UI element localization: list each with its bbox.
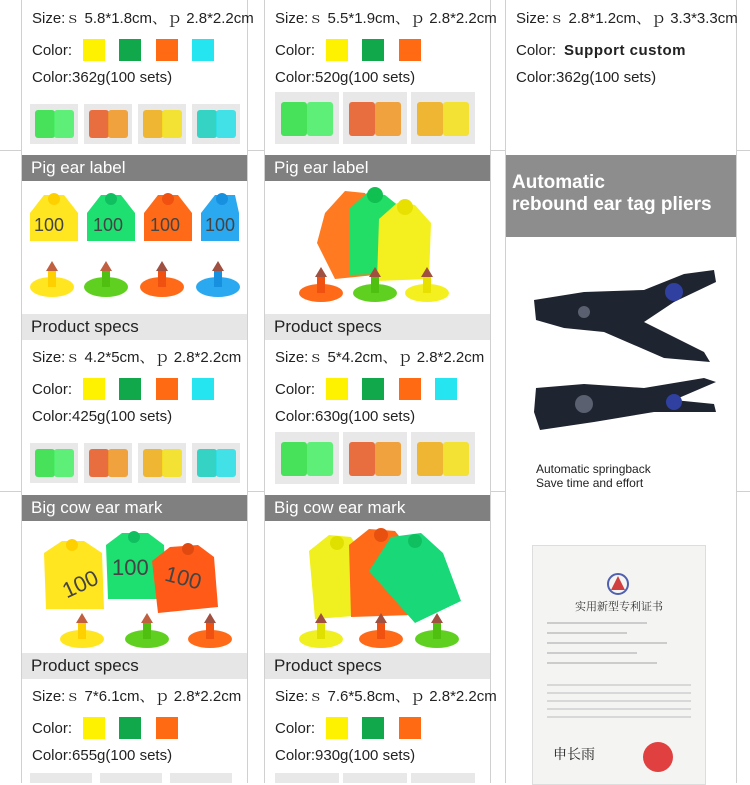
color-swatch-yellow <box>83 378 105 400</box>
color-swatch-green <box>362 378 384 400</box>
tag-number: 100 <box>112 555 149 580</box>
product-photo-orange <box>84 443 132 483</box>
product-photo-orange <box>343 432 407 484</box>
color-label: Color: <box>32 720 73 737</box>
color-label: Color: <box>32 381 73 398</box>
product-photo-green <box>275 92 339 144</box>
size-text: Size:ｓ 7.6*5.8cm、ｐ 2.8*2.2cm <box>275 688 497 705</box>
certificate-line <box>547 700 691 702</box>
certificate-line <box>547 652 637 654</box>
product-photo-green <box>275 773 339 783</box>
product-photo-orange <box>343 773 407 783</box>
size-text: Size:ｓ 5*4.2cm、ｐ 2.8*2.2cm <box>275 349 485 366</box>
product-photo-yellow <box>411 92 475 144</box>
pliers-title-line2: rebound ear tag pliers <box>512 194 712 215</box>
section-header: Pig ear label <box>265 155 490 181</box>
product-specs-title: Product specs <box>265 314 490 340</box>
color-label: Color: <box>275 381 316 398</box>
weight-text: Color:630g(100 sets) <box>275 408 416 425</box>
section-header: Pig ear label <box>22 155 247 181</box>
product-photo-yellow <box>170 773 232 783</box>
product-specs-title: Product specs <box>22 314 247 340</box>
product-photo-green <box>275 432 339 484</box>
product-photo-cyan <box>192 443 240 483</box>
product-photo-orange <box>100 773 162 783</box>
product-photo-green <box>30 773 92 783</box>
certificate-title: 实用新型专利证书 <box>575 600 663 613</box>
color-swatch-cyan <box>435 378 457 400</box>
certificate-line <box>547 692 691 694</box>
color-swatch-yellow <box>326 717 348 739</box>
section-header: Big cow ear mark <box>22 495 247 521</box>
color-swatch-orange <box>399 39 421 61</box>
product-column-3 <box>505 0 737 783</box>
size-text: Size:ｓ 5.5*1.9cm、ｐ 2.8*2.2cm <box>275 10 497 27</box>
certificate-line <box>547 632 627 634</box>
product-photo-orange <box>343 92 407 144</box>
weight-text: Color:655g(100 sets) <box>32 747 173 764</box>
section-header: Big cow ear mark <box>265 495 490 521</box>
certificate-line <box>547 716 691 718</box>
tag-number: 100 <box>58 564 103 604</box>
certificate-line <box>547 662 657 664</box>
weight-text: Color:520g(100 sets) <box>275 69 416 86</box>
product-photo-yellow <box>411 432 475 484</box>
product-specs-title: Product specs <box>265 653 490 679</box>
color-swatch-yellow <box>83 717 105 739</box>
color-swatch-green <box>119 39 141 61</box>
color-swatch-green <box>362 39 384 61</box>
product-column-2 <box>264 0 497 783</box>
color-swatch-orange <box>399 717 421 739</box>
ear-tag-pliers-image <box>524 262 724 442</box>
pliers-caption-line2: Save time and effort <box>536 476 644 490</box>
certificate-line <box>547 708 691 710</box>
pliers-caption-line1: Automatic springback <box>536 462 651 476</box>
pliers-title-line1: Automatic <box>512 172 605 193</box>
product-photo-yellow <box>138 443 186 483</box>
tag-number: 100 <box>93 215 124 235</box>
certificate-line <box>547 642 667 644</box>
color-swatch-cyan <box>192 39 214 61</box>
color-label: Color: <box>516 42 557 59</box>
color-swatch-yellow <box>326 39 348 61</box>
certificate-line <box>547 622 647 624</box>
custom-color-note: Support custom <box>564 42 686 59</box>
weight-text: Color:425g(100 sets) <box>32 408 173 425</box>
product-column-1 <box>21 0 254 783</box>
product-photo-green <box>30 104 78 144</box>
weight-text: Color:362g(100 sets) <box>32 69 173 86</box>
color-label: Color: <box>275 42 316 59</box>
tag-number: 100 <box>205 215 236 235</box>
product-photo-orange <box>84 104 132 144</box>
color-swatch-orange <box>156 717 178 739</box>
product-specs-title: Product specs <box>22 653 247 679</box>
certificate-seal-icon <box>643 742 673 772</box>
pig-ear-tags-image <box>265 183 490 305</box>
certificate-signature: 申长雨 <box>553 747 595 763</box>
color-swatch-orange <box>399 378 421 400</box>
size-text: Size:ｓ 4.2*5cm、ｐ 2.8*2.2cm <box>32 349 242 366</box>
color-label: Color: <box>32 42 73 59</box>
color-swatch-green <box>119 378 141 400</box>
tag-number: 100 <box>150 215 181 235</box>
size-text: Size:ｓ 2.8*1.2cm、ｐ 3.3*3.3cm <box>516 10 738 27</box>
size-text: Size:ｓ 7*6.1cm、ｐ 2.8*2.2cm <box>32 688 242 705</box>
product-photo-green <box>30 443 78 483</box>
color-swatch-orange <box>156 39 178 61</box>
product-photo-yellow <box>411 773 475 783</box>
certificate-line <box>547 684 691 686</box>
color-swatch-yellow <box>83 39 105 61</box>
color-swatch-yellow <box>326 378 348 400</box>
color-label: Color: <box>275 720 316 737</box>
certificate-emblem-icon <box>595 572 641 596</box>
cow-ear-tags-image <box>265 523 490 648</box>
weight-text: Color:362g(100 sets) <box>516 69 657 86</box>
cow-ear-tags-image <box>22 523 247 648</box>
product-photo-yellow <box>138 104 186 144</box>
pig-ear-tags-image <box>22 183 247 300</box>
color-swatch-green <box>362 717 384 739</box>
product-photo-cyan <box>192 104 240 144</box>
color-swatch-cyan <box>192 378 214 400</box>
tag-number: 100 <box>34 215 65 235</box>
color-swatch-orange <box>156 378 178 400</box>
weight-text: Color:930g(100 sets) <box>275 747 416 764</box>
color-swatch-green <box>119 717 141 739</box>
size-text: Size:ｓ 5.8*1.8cm、ｐ 2.8*2.2cm <box>32 10 254 27</box>
patent-certificate <box>532 545 706 785</box>
pliers-title <box>506 155 736 237</box>
tag-number: 100 <box>162 560 205 595</box>
